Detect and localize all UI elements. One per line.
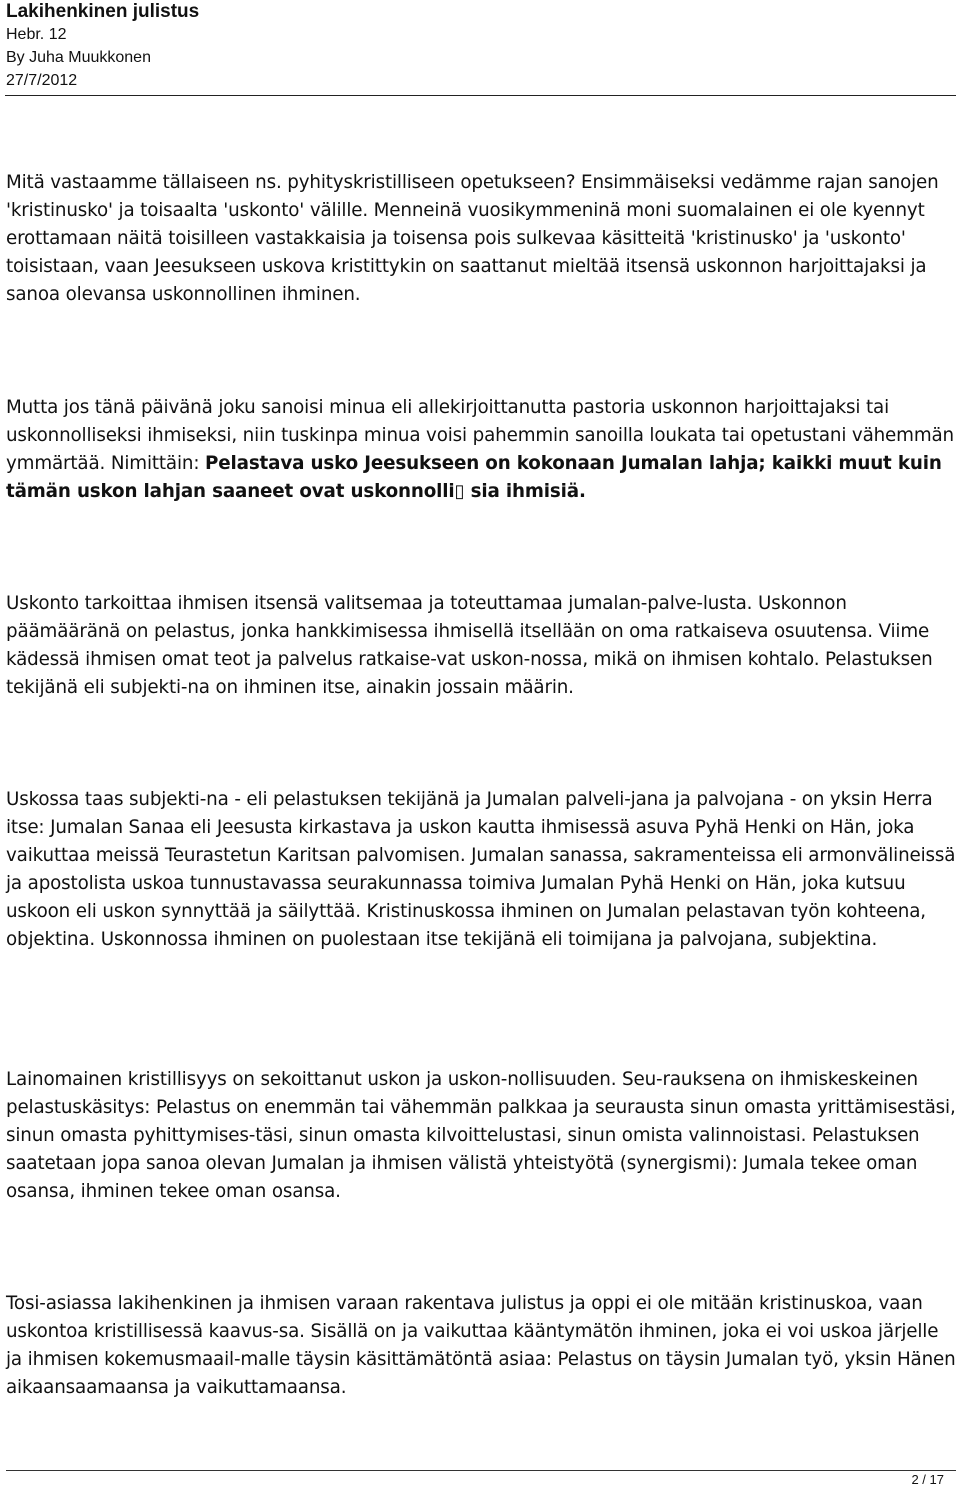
scripture-reference: Hebr. 12 xyxy=(6,26,67,43)
paragraph-4: Uskossa taas subjekti-na - eli pelastuksen tekijänä ja Jumalan palveli-jana ja palvojana - on yksin Herra itse: Jumalan Sanaa eli Jeesusta kirkastava ja uskon kautta ihmisessä asuva Pyhä Henki on Hän, joka vaikuttaa meissä Teurastetun Karitsan palvomisen. Jumalan sanassa, sakramenteissa eli armonvälineissä ja apostolista uskoa tunnustavassa seurakunnassa toimiva Jumalan Pyhä Henki on Hän, joka kutsuu uskoon eli uskon synnyttää ja säilyttää. Kristinuskossa ihminen on Jumalan pelastavan työn kohteena, objektina. Uskonnossa ihminen on puolestaan itse tekijänä eli toimijana ja palvojana, subjektina. xyxy=(6,789,956,950)
paragraph-3: Uskonto tarkoittaa ihmisen itsensä valitsemaa ja toteuttamaa jumalan-palve-lusta. Uskonnon päämääränä on pelastus, jonka hankkimisessa ihmisellä itsellään on oma ratkaiseva osuutensa. Viime kädessä ihmisen omat teot ja palvelus ratkaise-vat uskon-nossa, mikä on ihmisen kohtalo. Pelastuksen tekijänä eli subjekti-na on ihminen itse, ainakin jossain määrin. xyxy=(6,593,933,698)
author-line: By Juha Muukkonen xyxy=(6,49,151,66)
footer-divider xyxy=(6,1470,956,1471)
paragraph-5: Lainomainen kristillisyys on sekoittanut uskon ja uskon-nollisuuden. Seu-rauksena on ihmiskeskeinen pelastuskäsitys: Pelastus on enemmän tai vähemmän palkkaa ja seurausta sinun omasta yrittämisestäsi, sinun omasta pyhittymises-täsi, sinun omasta kilvoittelustasi, sinun omista valinnoistasi. Pelastuksen saatetaan jopa sanoa olevan Jumalan ja ihmisen välistä yhteistyötä (synergismi): Jumala tekee oman osansa, ihminen tekee oman osansa. xyxy=(6,1069,956,1202)
publication-date: 27/7/2012 xyxy=(6,72,78,89)
paragraph-1: Mitä vastaamme tällaiseen ns. pyhityskristilliseen opetukseen? Ensimmäiseksi vedämme rajan sanojen 'kristinusko' ja toisaalta 'uskonto' välille. Menneinä vuosikymmeninä moni suomalainen ei ole kyennyt erottamaan näitä toisilleen vastakkaisia ja toisensa pois sulkevaa käsitteitä 'kristinusko' ja 'uskonto' toisistaan, vaan Jeesukseen uskova kristittykin on saattanut mieltää itsensä uskonnon harjoittajaksi ja sanoa olevansa uskonnollinen ihminen. xyxy=(6,172,939,305)
paragraph-2 xyxy=(6,394,956,506)
page-number: 2 / 17 xyxy=(911,1472,944,1487)
paragraph-6: Tosi-asiassa lakihenkinen ja ihmisen varaan rakentava julistus ja oppi ei ole mitään kristinuskoa, vaan uskontoa kristillisessä kaavus-sa. Sisällä on ja vaikuttaa kääntymätön ihminen, joka ei voi uskoa järjelle ja ihmisen kokemusmaail-malle täysin käsittämätöntä asiaa: Pelastus on täysin Jumalan työ, yksin Hänen aikaansaamaansa ja vaikuttamaansa. xyxy=(6,1293,956,1398)
header-divider xyxy=(5,95,956,96)
paragraph-2-text: Mutta jos tänä päivänä joku sanoisi minua eli allekirjoittanutta pastoria uskonnon harjoittajaksi tai uskonnolliseksi ihmiseksi, niin tuskinpa minua voisi pahemmin sanoilla loukata tai opetustani vähemmän ymmärtää. Nimittäin: xyxy=(6,397,954,474)
document-title: Lakihenkinen julistus xyxy=(6,1,200,22)
document-header xyxy=(6,0,956,92)
paragraph-2-emphasis: Pelastava usko Jeesukseen on kokonaan Jumalan lahja; kaikki muut kuin tämän uskon lahjan saaneet ovat uskonnolli▯ sia ihmisiä. xyxy=(6,453,942,502)
